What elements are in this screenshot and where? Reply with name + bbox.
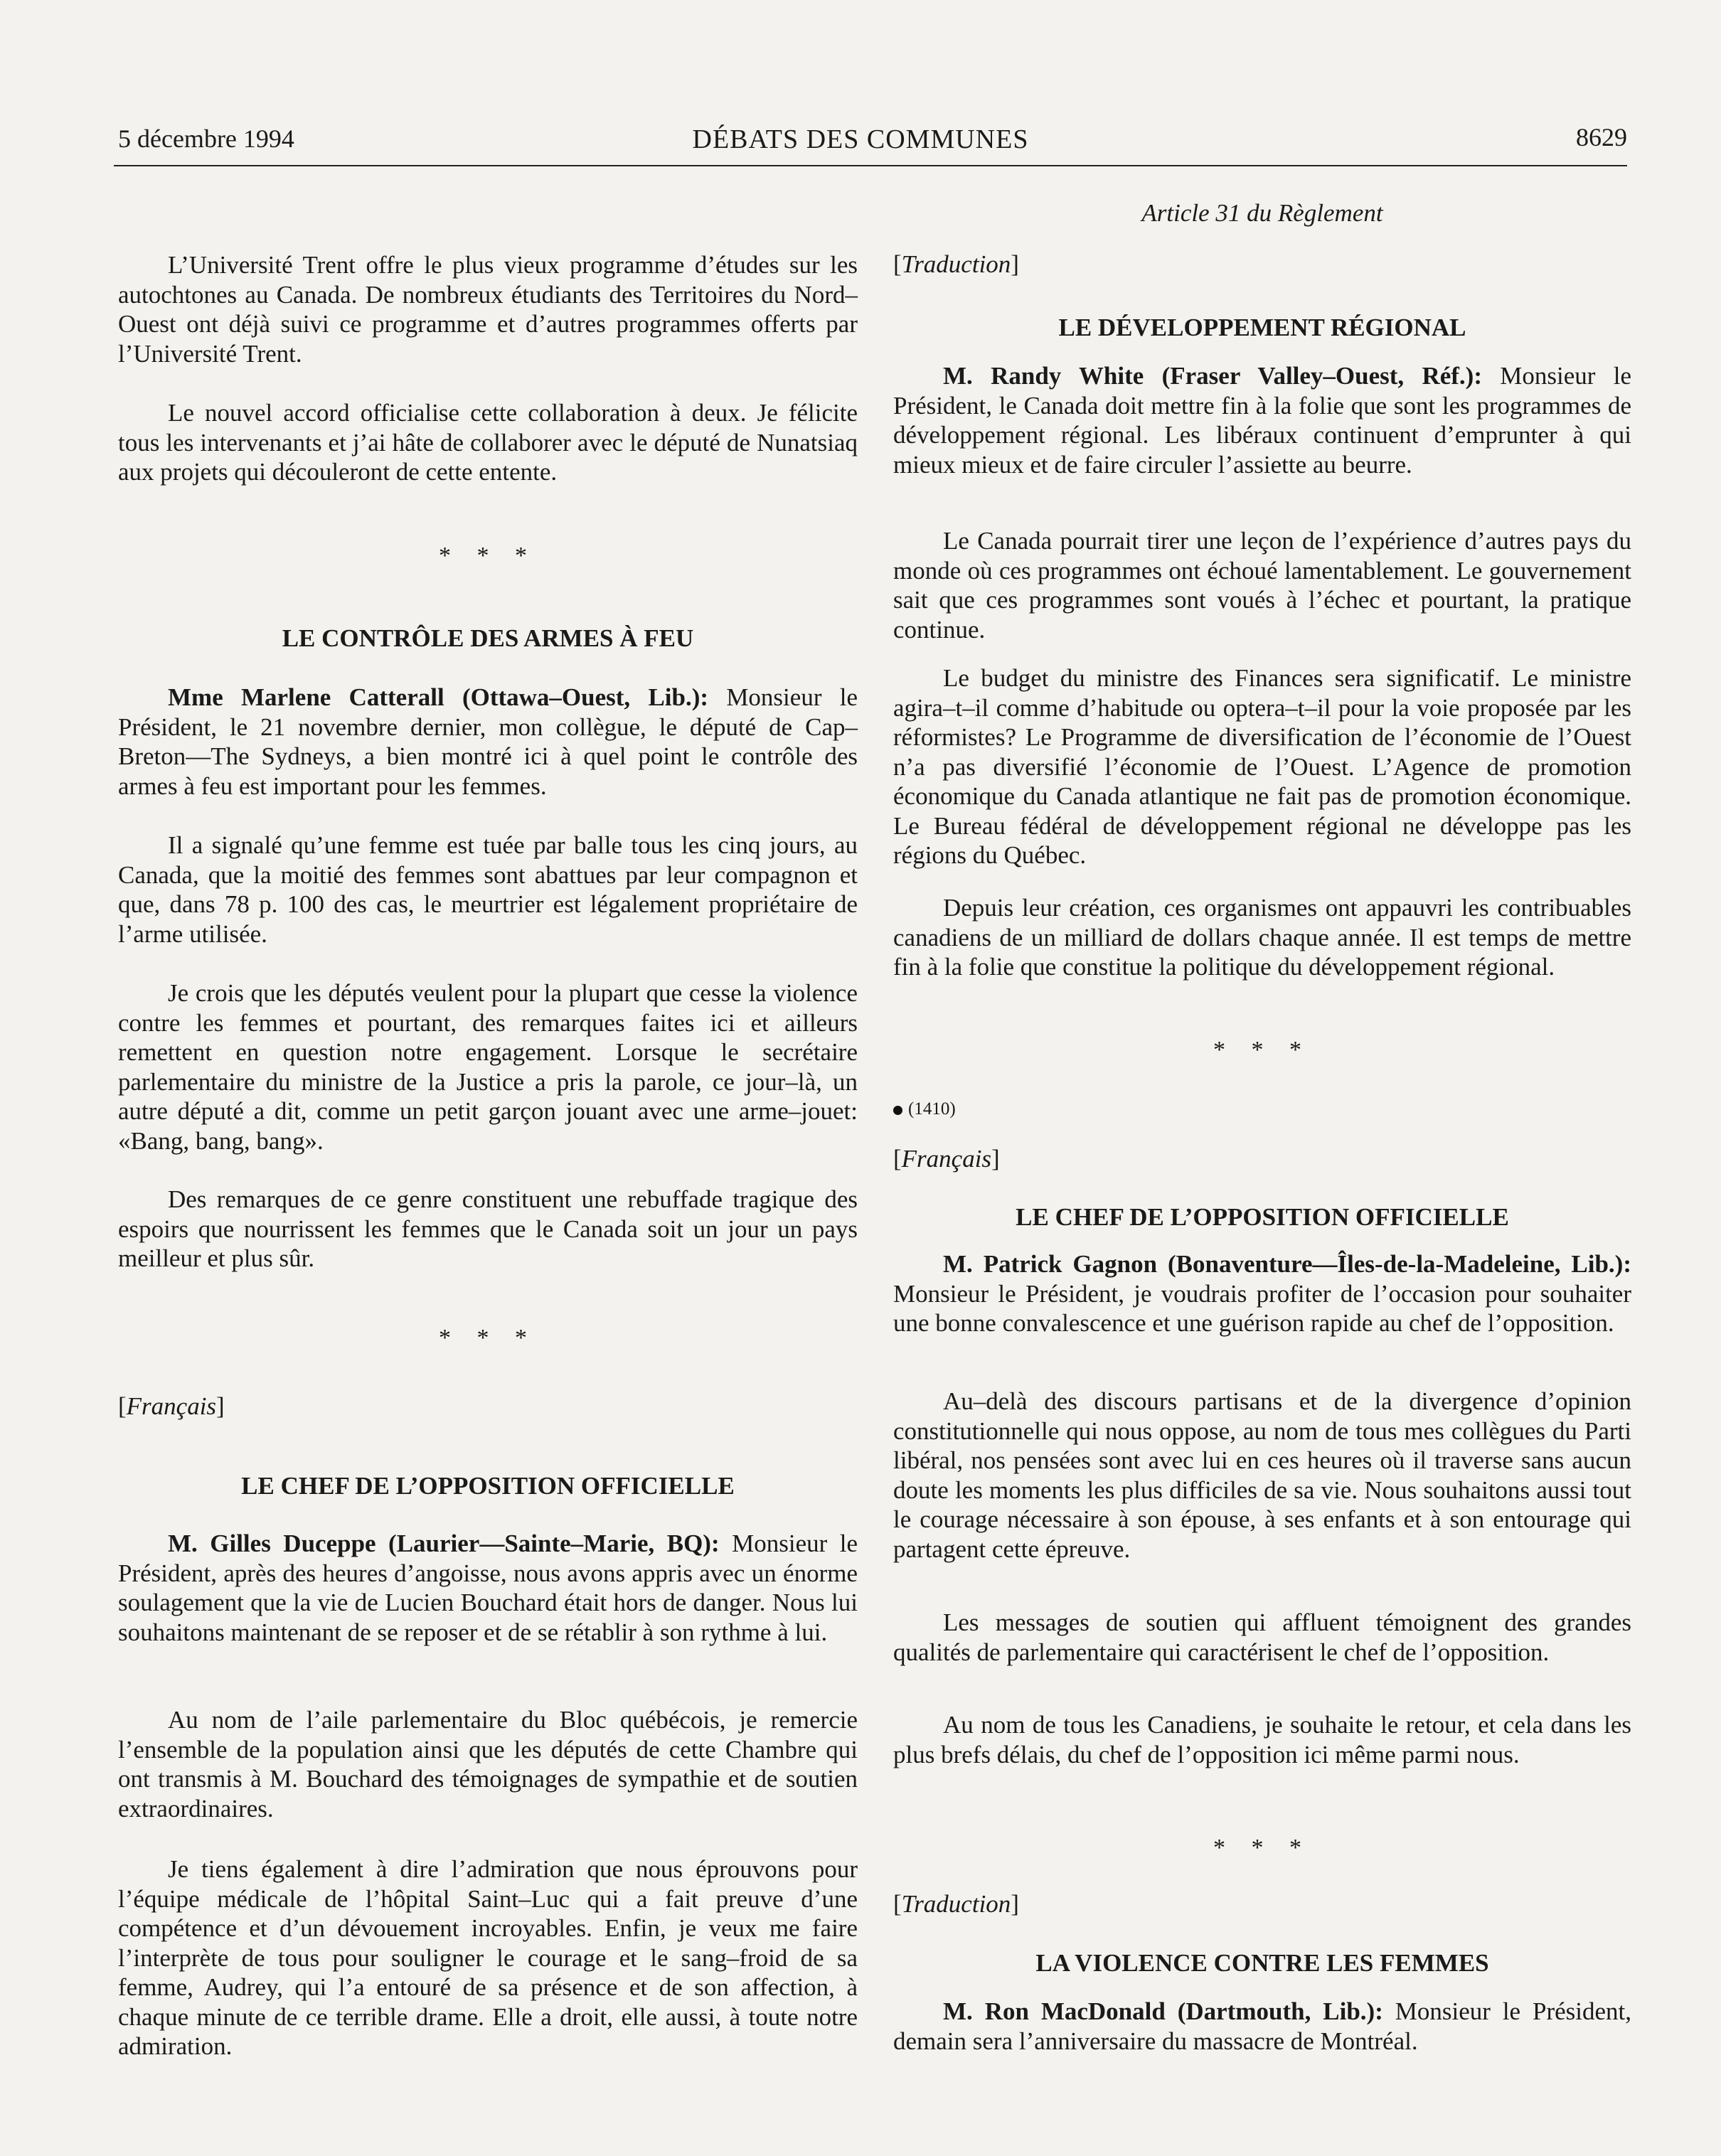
paragraph	[893, 361, 1631, 479]
language-tag: [Traduction]	[893, 1890, 1019, 1918]
header-date: 5 décembre 1994	[118, 124, 294, 153]
paragraph: Au–delà des discours partisans et de la divergence d’opinion constitutionnelle qui nous oppose, au nom de tous mes collègues du Parti libéral, nos pensées sont avec lui en ces heures où il traverse sans aucun doute les moments les plus difficiles de sa vie. Nous souhaitons aussi tout le courage nécessaire à son épouse, à ses enfants et à son entourage qui partagent cette épreuve.	[893, 1387, 1631, 1563]
speaker-name: M. Randy White (Fraser Valley–Ouest, Réf.):	[943, 362, 1482, 390]
section-heading: LE CONTRÔLE DES ARMES À FEU	[282, 624, 694, 652]
paragraph: Des remarques de ce genre constituent une rebuffade tragique des espoirs que nourrissent les femmes que le Canada soit un jour un pays meilleur et plus sûr.	[118, 1185, 858, 1272]
header-rule	[114, 165, 1627, 166]
language-label: Traduction	[901, 1890, 1011, 1918]
speaker-name: Mme Marlene Catterall (Ottawa–Ouest, Lib.):	[168, 683, 709, 711]
section-separator: * * *	[439, 1325, 537, 1351]
speaker-name: M. Patrick Gagnon (Bonaventure—Îles-de-la-Madeleine, Lib.):	[943, 1250, 1631, 1278]
language-tag: [Français]	[118, 1392, 225, 1420]
paragraph	[118, 683, 858, 801]
section-heading: LE CHEF DE L’OPPOSITION OFFICIELLE	[241, 1472, 735, 1500]
paragraph	[893, 1249, 1631, 1338]
paragraph: L’Université Trent offre le plus vieux programme d’études sur les autochtones au Canada. De nombreux étudiants des Territoires du Nord–Ouest ont déjà suivi ce programme et d’autres programmes offerts par l’Université Trent.	[118, 251, 858, 368]
paragraph: Je crois que les députés veulent pour la plupart que cesse la violence contre les femmes et pourtant, des remarques faites ici et ailleurs remettent en question notre engagement. Lorsque le secrétaire parlementaire du ministre de la Justice a pris la parole, ce jour–là, un autre député a dit, comme un petit garçon jouant avec une arme–jouet: «Bang, bang, bang».	[118, 979, 858, 1155]
timestamp-label: (1410)	[908, 1099, 956, 1119]
paragraph: Le Canada pourrait tirer une leçon de l’expérience d’autres pays du monde où ces programmes ont échoué lamentablement. Le gouvernement sait que ces programmes sont voués à l’échec et pourtant, la pratique continue.	[893, 527, 1631, 644]
section-separator: * * *	[1213, 1037, 1311, 1063]
section-heading: LE CHEF DE L’OPPOSITION OFFICIELLE	[1016, 1203, 1509, 1231]
bullet-icon	[893, 1106, 902, 1115]
paragraph	[893, 1997, 1631, 2056]
section-separator: * * *	[1213, 1835, 1311, 1861]
speech-text: Monsieur le Président, après des heures d’angoisse, nous avons appris avec un énorme soulagement que la vie de Lucien Bouchard était hors de danger. Nous lui souhaitons maintenant de se reposer et de se rétablir à son rythme à lui.	[118, 1530, 858, 1646]
speech-text: Monsieur le Président, je voudrais profiter de l’occasion pour souhaiter une bonne convalescence et une guérison rapide au chef de l’opposition.	[893, 1279, 1631, 1337]
language-label: Français	[901, 1145, 992, 1173]
paragraph: Le nouvel accord officialise cette collaboration à deux. Je félicite tous les intervenants et j’ai hâte de collaborer avec le député de Nunatsiaq aux projets qui découleront de cette entente.	[118, 399, 858, 486]
paragraph: Au nom de l’aile parlementaire du Bloc québécois, je remercie l’ensemble de la population ainsi que les députés de cette Chambre qui ont transmis à M. Bouchard des témoignages de sympathie et de soutien extraordinaires.	[118, 1706, 858, 1823]
header-page-number: 8629	[1576, 123, 1627, 151]
header-title: DÉBATS DES COMMUNES	[692, 124, 1029, 154]
speech-text: Monsieur le Président, demain sera l’anniversaire du massacre de Montréal.	[893, 1997, 1631, 2055]
timestamp	[893, 1099, 956, 1119]
paragraph: Depuis leur création, ces organismes ont appauvri les contribuables canadiens de un milliard de dollars chaque année. Il est temps de mettre fin à la folie que constitue la politique du développement régional.	[893, 894, 1631, 981]
language-tag: [Français]	[893, 1145, 1000, 1173]
section-heading: LA VIOLENCE CONTRE LES FEMMES	[1035, 1949, 1489, 1977]
paragraph	[118, 1529, 858, 1647]
language-tag: [Traduction]	[893, 250, 1019, 278]
paragraph: Les messages de soutien qui affluent témoignent des grandes qualités de parlementaire qui caractérisent le chef de l’opposition.	[893, 1608, 1631, 1666]
speech-text: Monsieur le Président, le 21 novembre dernier, mon collègue, le député de Cap–Breton—The Sydneys, a bien montré ici à quel point le contrôle des armes à feu est important pour les femmes.	[118, 683, 858, 800]
language-label: Français	[126, 1392, 217, 1420]
paragraph: Je tiens également à dire l’admiration que nous éprouvons pour l’équipe médicale de l’hôpital Saint–Luc qui a fait preuve d’une compétence et d’un dévouement incroyables. Enfin, je veux me faire l’interprète de tous pour souligner le courage et le sang–froid de sa femme, Audrey, qui l’a entouré de sa présence et de son affection, à chaque minute de ce terrible drame. Elle a droit, elle aussi, à toute notre admiration.	[118, 1855, 858, 2060]
article-reference: Article 31 du Règlement	[1141, 199, 1383, 227]
language-label: Traduction	[901, 250, 1011, 278]
paragraph: Le budget du ministre des Finances sera significatif. Le ministre agira–t–il comme d’habitude ou optera–t–il pour la voie proposée par les réformistes? Le Programme de diversification de l’économie de l’Ouest n’a pas diversifié l’économie de l’Ouest. L’Agence de promotion économique du Canada atlantique ne fait pas de promotion économique. Le Bureau fédéral de développement régional ne développe pas les régions du Québec.	[893, 664, 1631, 869]
speech-text: Monsieur le Président, le Canada doit mettre fin à la folie que sont les programmes de développement régional. Les libéraux continuent d’emprunter à qui mieux mieux et de faire circuler l’assiette au beurre.	[893, 362, 1631, 479]
paragraph: Il a signalé qu’une femme est tuée par balle tous les cinq jours, au Canada, que la moitié des femmes sont abattues par leur compagnon et que, dans 78 p. 100 des cas, le meurtrier est légalement propriétaire de l’arme utilisée.	[118, 831, 858, 948]
paragraph: Au nom de tous les Canadiens, je souhaite le retour, et cela dans les plus brefs délais, du chef de l’opposition ici même parmi nous.	[893, 1711, 1631, 1768]
section-separator: * * *	[439, 543, 537, 569]
section-heading: LE DÉVELOPPEMENT RÉGIONAL	[1058, 314, 1466, 341]
speaker-name: M. Ron MacDonald (Dartmouth, Lib.):	[943, 1997, 1383, 2025]
speaker-name: M. Gilles Duceppe (Laurier—Sainte–Marie, BQ):	[168, 1530, 720, 1557]
